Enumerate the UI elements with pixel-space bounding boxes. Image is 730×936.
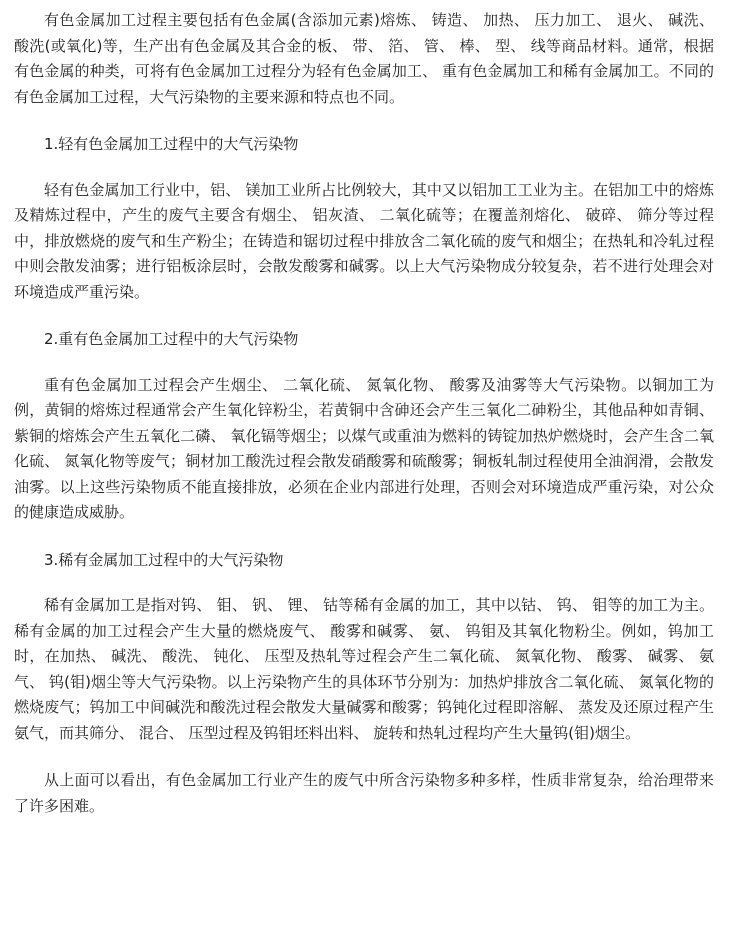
conclusion-paragraph: 从上面可以看出，有色金属加工行业产生的废气中所含污染物多种多样，性质非常复杂，给治理带来了许多困难。 <box>14 771 714 815</box>
spacer <box>14 746 714 768</box>
spacer <box>14 305 714 327</box>
section-2-body: 重有色金属加工过程会产生烟尘、 二氧化硫、 氮氧化物、 酸雾及油雾等大气污染物。以铜加工为例，黄铜的熔炼过程通常会产生氧化锌粉尘，若黄铜中含砷还会产生三氧化二砷粉尘，其他品种如青铜、 紫铜的熔炼会产生五氧化二磷、 氧化镉等烟尘；以煤气或重油为燃料的铸锭加热炉燃烧时，会产生含二氧化硫、 氮氧化物等废气；铜材加工酸洗过程会散发硝酸雾和硫酸雾；铜板轧制过程使用全油润滑，会散发油雾。以上这些污染物质不能直接排放，必须在企业内部进行处理，否则会对环境造成严重污染，对公众的健康造成威胁。 <box>14 375 714 521</box>
spacer <box>14 526 714 548</box>
spacer <box>14 573 714 593</box>
section-1-body: 轻有色金属加工行业中，铝、 镁加工业所占比例较大，其中又以铝加工工业为主。在铝加工中的熔炼及精炼过程中，产生的废气主要含有烟尘、 铝灰渣、 二氧化硫等；在覆盖剂熔化、 破碎、 筛分等过程中，排放燃烧的废气和生产粉尘；在铸造和锯切过程中排放含二氧化硫的废气和烟尘；在热轧和冷轧过程中则会散发油雾；进行铝板涂层时，会散发酸雾和碱雾。以上大气污染物成分较复杂，若不进行处理会对环境造成严重污染。 <box>14 180 714 301</box>
section-1-heading: 1.轻有色金属加工过程中的大气污染物 <box>44 135 299 153</box>
intro-paragraph: 有色金属加工过程主要包括有色金属(含添加元素)熔炼、 铸造、 加热、 压力加工、 退火、 碱洗、 酸洗(或氧化)等，生产出有色金属及其合金的板、 带、 箔、 管、 棒、 型、 线等商品材料。通常，根据有色金属的种类，可将有色金属加工过程分为轻有色金属加工、 重有色金属加工和稀有金属加工。不同的有色金属加工过程，大气污染物的主要来源和特点也不同。 <box>14 11 714 106</box>
spacer <box>14 110 714 132</box>
section-3-heading: 3.稀有金属加工过程中的大气污染物 <box>44 550 284 569</box>
spacer <box>14 158 714 178</box>
section-2-heading: 2.重有色金属加工过程中的大气污染物 <box>44 330 299 348</box>
section-3-body: 稀有金属加工是指对钨、 钼、 钒、 锂、 钴等稀有金属的加工，其中以钴、 钨、 钼等的加工为主。稀有金属的加工过程会产生大量的燃烧废气、 酸雾和碱雾、 氨、 钨钼及其氧化物粉尘。例如，钨加工时，在加热、 碱洗、 酸洗、 钝化、 压型及热轧等过程会产生二氧化硫、 氮氧化物、 酸雾、 碱雾、 氨气、 钨(钼)烟尘等大气污染物。以上污染物产生的具体环节分别为：加热炉排放含二氧化硫、 氮氧化物的燃烧废气；钨加工中间碱洗和酸洗过程会散发大量碱雾和酸雾；钨钝化过程即溶解、 蒸发及还原过程产生氨气，而其筛分、 混合、 压型过程及钨钼坯料出料、 旋转和热轧过程均产生大量钨(钼)烟尘。 <box>14 596 714 742</box>
article <box>14 8 714 819</box>
spacer <box>14 353 714 373</box>
